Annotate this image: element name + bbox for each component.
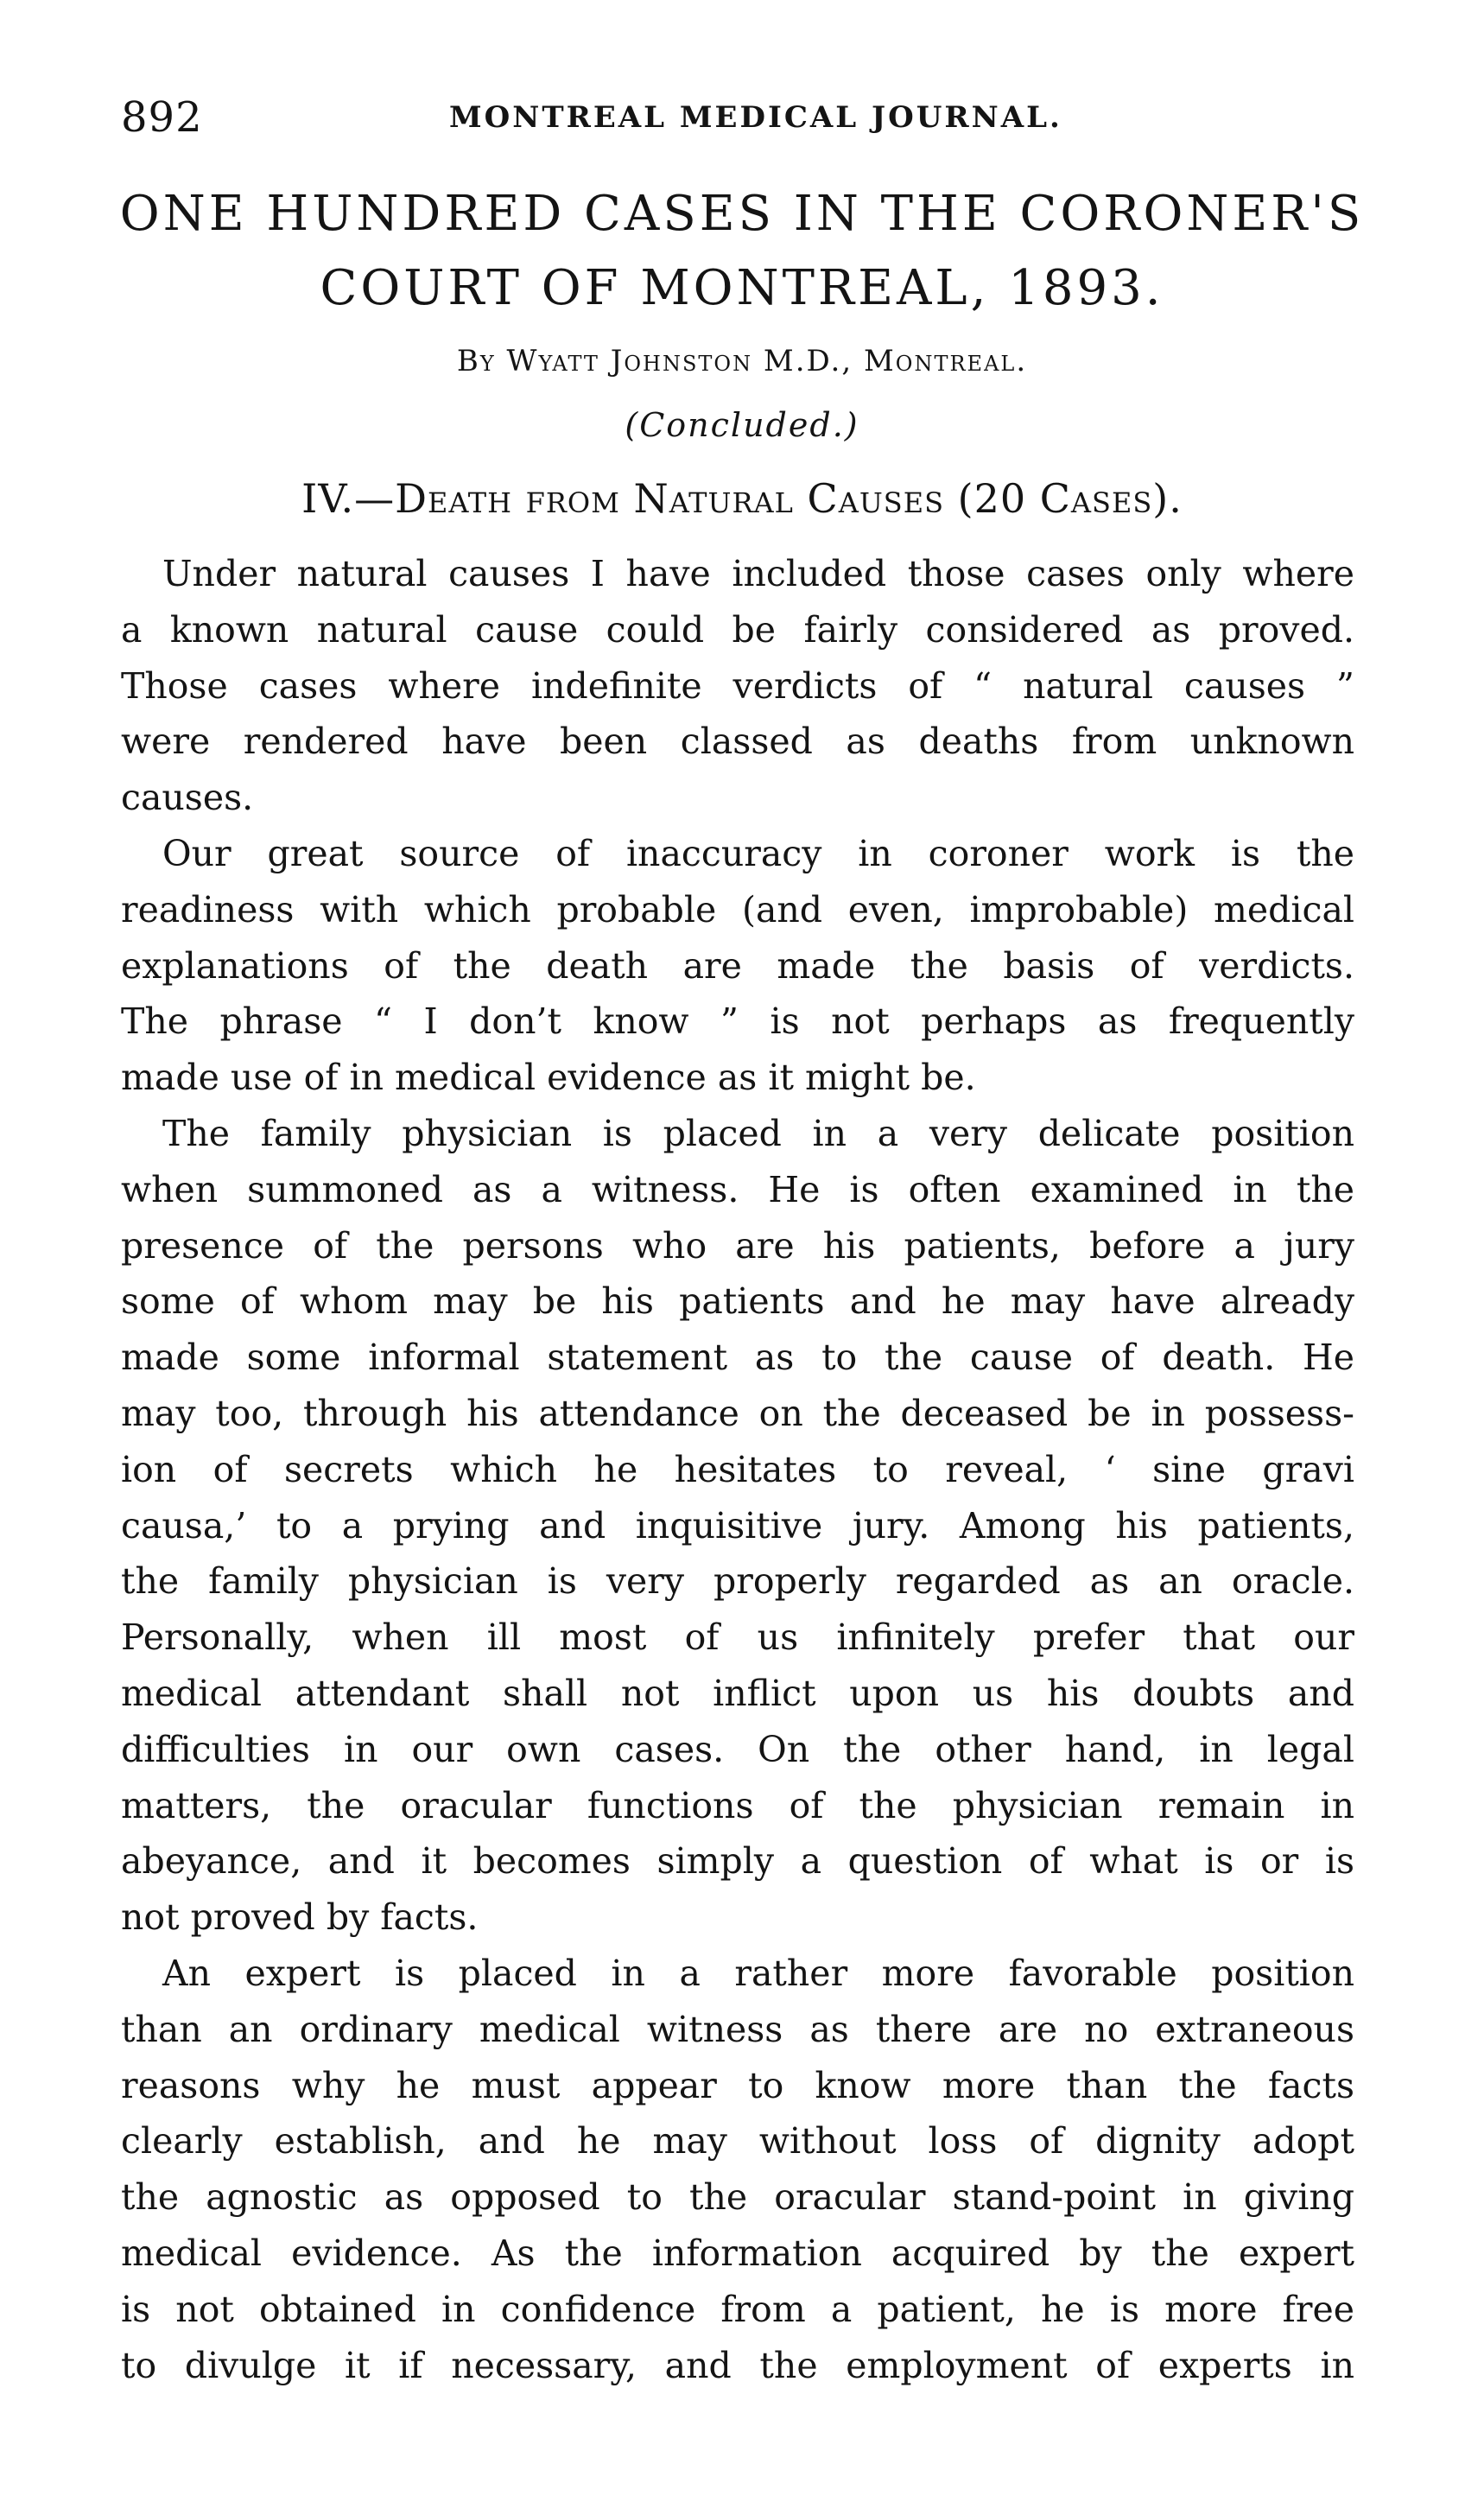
text-line: may too, through his attendance on the deceased be in possess- — [121, 1392, 1354, 1434]
section-case-count: (20 Cases). — [944, 475, 1183, 522]
section-number: IV.— — [301, 475, 396, 522]
text-line: made some informal statement as to the cause of death. He — [121, 1337, 1354, 1379]
text-line: medical evidence. As the information acquired by the expert — [121, 2232, 1354, 2274]
byline-prefix: By — [456, 344, 496, 378]
article-title-line-1: ONE HUNDRED CASES IN THE CORONER'S — [119, 186, 1365, 242]
text-line: ion of secrets which he hesitates to reveal, ‘ sine gravi — [121, 1448, 1354, 1490]
concluded-note: (Concluded.) — [625, 406, 859, 444]
text-line: The family physician is placed in a very delicate position — [162, 1112, 1354, 1154]
text-line: when summoned as a witness. He is often examined in the — [121, 1168, 1354, 1210]
text-line: reasons why he must appear to know more than the facts — [121, 2064, 1354, 2106]
text-line: some of whom may be his patients and he may have already — [121, 1280, 1354, 1323]
text-line: matters, the oracular functions of the physician remain in — [121, 1784, 1354, 1826]
text-line: abeyance, and it becomes simply a question of what is or is — [121, 1840, 1354, 1883]
text-line: is not obtained in confidence from a patient, he is more free — [121, 2288, 1354, 2330]
text-line: made use of in medical evidence as it might be. — [121, 1057, 976, 1099]
text-line: difficulties in our own cases. On the other hand, in legal — [121, 1728, 1354, 1770]
text-line: causa,’ to a prying and inquisitive jury. Among his patients, — [121, 1504, 1354, 1547]
text-line: medical attendant shall not inflict upon us his doubts and — [121, 1672, 1354, 1714]
text-line: presence of the persons who are his patients, before a jury — [121, 1224, 1354, 1267]
text-line: the family physician is very properly regarded as an oracle. — [121, 1560, 1354, 1603]
text-line: the agnostic as opposed to the oracular stand-point in giving — [121, 2176, 1354, 2219]
text-line: The phrase “ I don’t know ” is not perhaps as frequently — [121, 1000, 1354, 1043]
byline-degree: M.D., — [763, 344, 864, 378]
text-line: Our great source of inaccuracy in coroner work is the — [162, 832, 1354, 874]
text-line: Those cases where indefinite verdicts of “ natural causes ” — [121, 664, 1354, 707]
text-line: readiness with which probable (and even, improbable) medical — [121, 888, 1354, 930]
text-line: a known natural cause could be fairly considered as proved. — [121, 608, 1354, 651]
text-line: An expert is placed in a rather more favorable position — [162, 1952, 1354, 1994]
byline-author: Wyatt Johnston — [506, 344, 753, 378]
text-line: were rendered have been classed as deaths from unknown — [121, 721, 1354, 763]
text-line: causes. — [121, 777, 254, 819]
page-header — [121, 93, 1373, 145]
body-paragraph — [121, 546, 1354, 826]
article-body — [121, 546, 1354, 2393]
page-number: 892 — [121, 93, 203, 142]
text-line: explanations of the death are made the basis of verdicts. — [121, 944, 1354, 987]
text-line: than an ordinary medical witness as there are no extraneous — [121, 2008, 1354, 2050]
text-line: not proved by facts. — [121, 1896, 479, 1939]
body-paragraph — [121, 826, 1354, 1106]
running-head: MONTREAL MEDICAL JOURNAL. — [449, 100, 1062, 135]
byline-place: Montreal. — [863, 344, 1028, 378]
section-heading — [0, 475, 1484, 522]
body-paragraph — [121, 1106, 1354, 1946]
text-line: clearly establish, and he may without loss of dignity adopt — [121, 2120, 1354, 2163]
text-line: Under natural causes I have included those cases only where — [162, 553, 1354, 594]
section-title: Death from Natural Causes — [395, 475, 945, 522]
body-paragraph — [121, 1946, 1354, 2393]
byline — [0, 344, 1484, 378]
text-line: to divulge it if necessary, and the employment of experts in — [121, 2344, 1354, 2386]
article-title-line-2: COURT OF MONTREAL, 1893. — [320, 260, 1164, 316]
text-line: Personally, when ill most of us infinitely prefer that our — [121, 1616, 1354, 1659]
